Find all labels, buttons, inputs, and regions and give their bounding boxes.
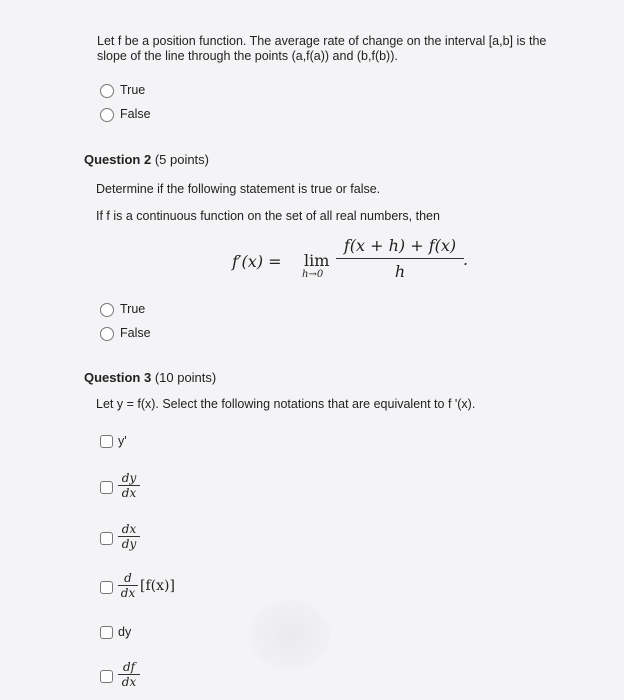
- dydx-denominator: dx: [121, 486, 137, 500]
- q3-checkbox-dfdx[interactable]: [100, 670, 113, 683]
- formula-end: .: [463, 250, 469, 269]
- dfdx-numerator: df: [122, 660, 136, 674]
- q3-option-dydx-fraction: [118, 472, 140, 499]
- q3-points: (10 points): [154, 370, 217, 385]
- q2-title: [84, 152, 209, 167]
- q1-radio-false[interactable]: [100, 108, 114, 122]
- formula-fraction-bar: [336, 258, 464, 259]
- q1-radio-true[interactable]: [100, 84, 114, 98]
- formula-numerator: f(x + h) + f(x): [343, 236, 457, 255]
- dxdy-denominator: dy: [121, 537, 137, 551]
- q3-checkbox-dy[interactable]: [100, 626, 113, 639]
- q2-radio-true[interactable]: [100, 303, 114, 317]
- q3-option-dy-label: dy: [118, 625, 132, 639]
- q1-text-line2: slope of the line through the points (a,f(a)) and (b,f(b)).: [97, 49, 398, 63]
- q3-option-ddx-fraction: [118, 572, 138, 599]
- dfdx-denominator: dx: [121, 675, 137, 689]
- q3-instruction: Let y = f(x). Select the following notations that are equivalent to f '(x).: [96, 397, 476, 411]
- screen-glare: [250, 600, 330, 670]
- q1-option-false-label: False: [120, 107, 151, 121]
- ddx-bracket-expression: [f(x)]: [140, 578, 175, 594]
- q3-title: [84, 370, 216, 385]
- dydx-numerator: dy: [121, 471, 137, 485]
- formula-lim-subscript: h→0: [302, 269, 324, 280]
- q3-option-dfdx-fraction: [118, 661, 140, 688]
- q3-checkbox-dxdy[interactable]: [100, 532, 113, 545]
- q3-checkbox-ddx[interactable]: [100, 581, 113, 594]
- q2-radio-false[interactable]: [100, 327, 114, 341]
- formula-lhs: f′(x) =: [232, 252, 282, 271]
- ddx-denominator: dx: [120, 586, 136, 600]
- q1-option-true-label: True: [120, 83, 146, 97]
- q2-instruction: Determine if the following statement is true or false.: [96, 182, 381, 196]
- q2-option-true-label: True: [120, 302, 146, 316]
- q2-title-text: Question 2: [84, 152, 152, 167]
- q1-text-line1: Let f be a position function. The average rate of change on the interval [a,b] is the: [97, 34, 547, 48]
- q2-points: (5 points): [154, 152, 210, 167]
- formula-denominator: h: [394, 262, 406, 281]
- formula-lim: lim: [304, 251, 330, 270]
- q3-title-text: Question 3: [84, 370, 152, 385]
- dxdy-numerator: dx: [121, 522, 137, 536]
- q3-checkbox-dydx[interactable]: [100, 481, 113, 494]
- q3-option-yprime-label: y': [118, 434, 127, 448]
- q3-checkbox-yprime[interactable]: [100, 435, 113, 448]
- q2-statement: If f is a continuous function on the set of all real numbers, then: [96, 209, 440, 223]
- q2-option-false-label: False: [120, 326, 151, 340]
- q3-option-dxdy-fraction: [118, 523, 140, 550]
- ddx-numerator: d: [124, 571, 132, 585]
